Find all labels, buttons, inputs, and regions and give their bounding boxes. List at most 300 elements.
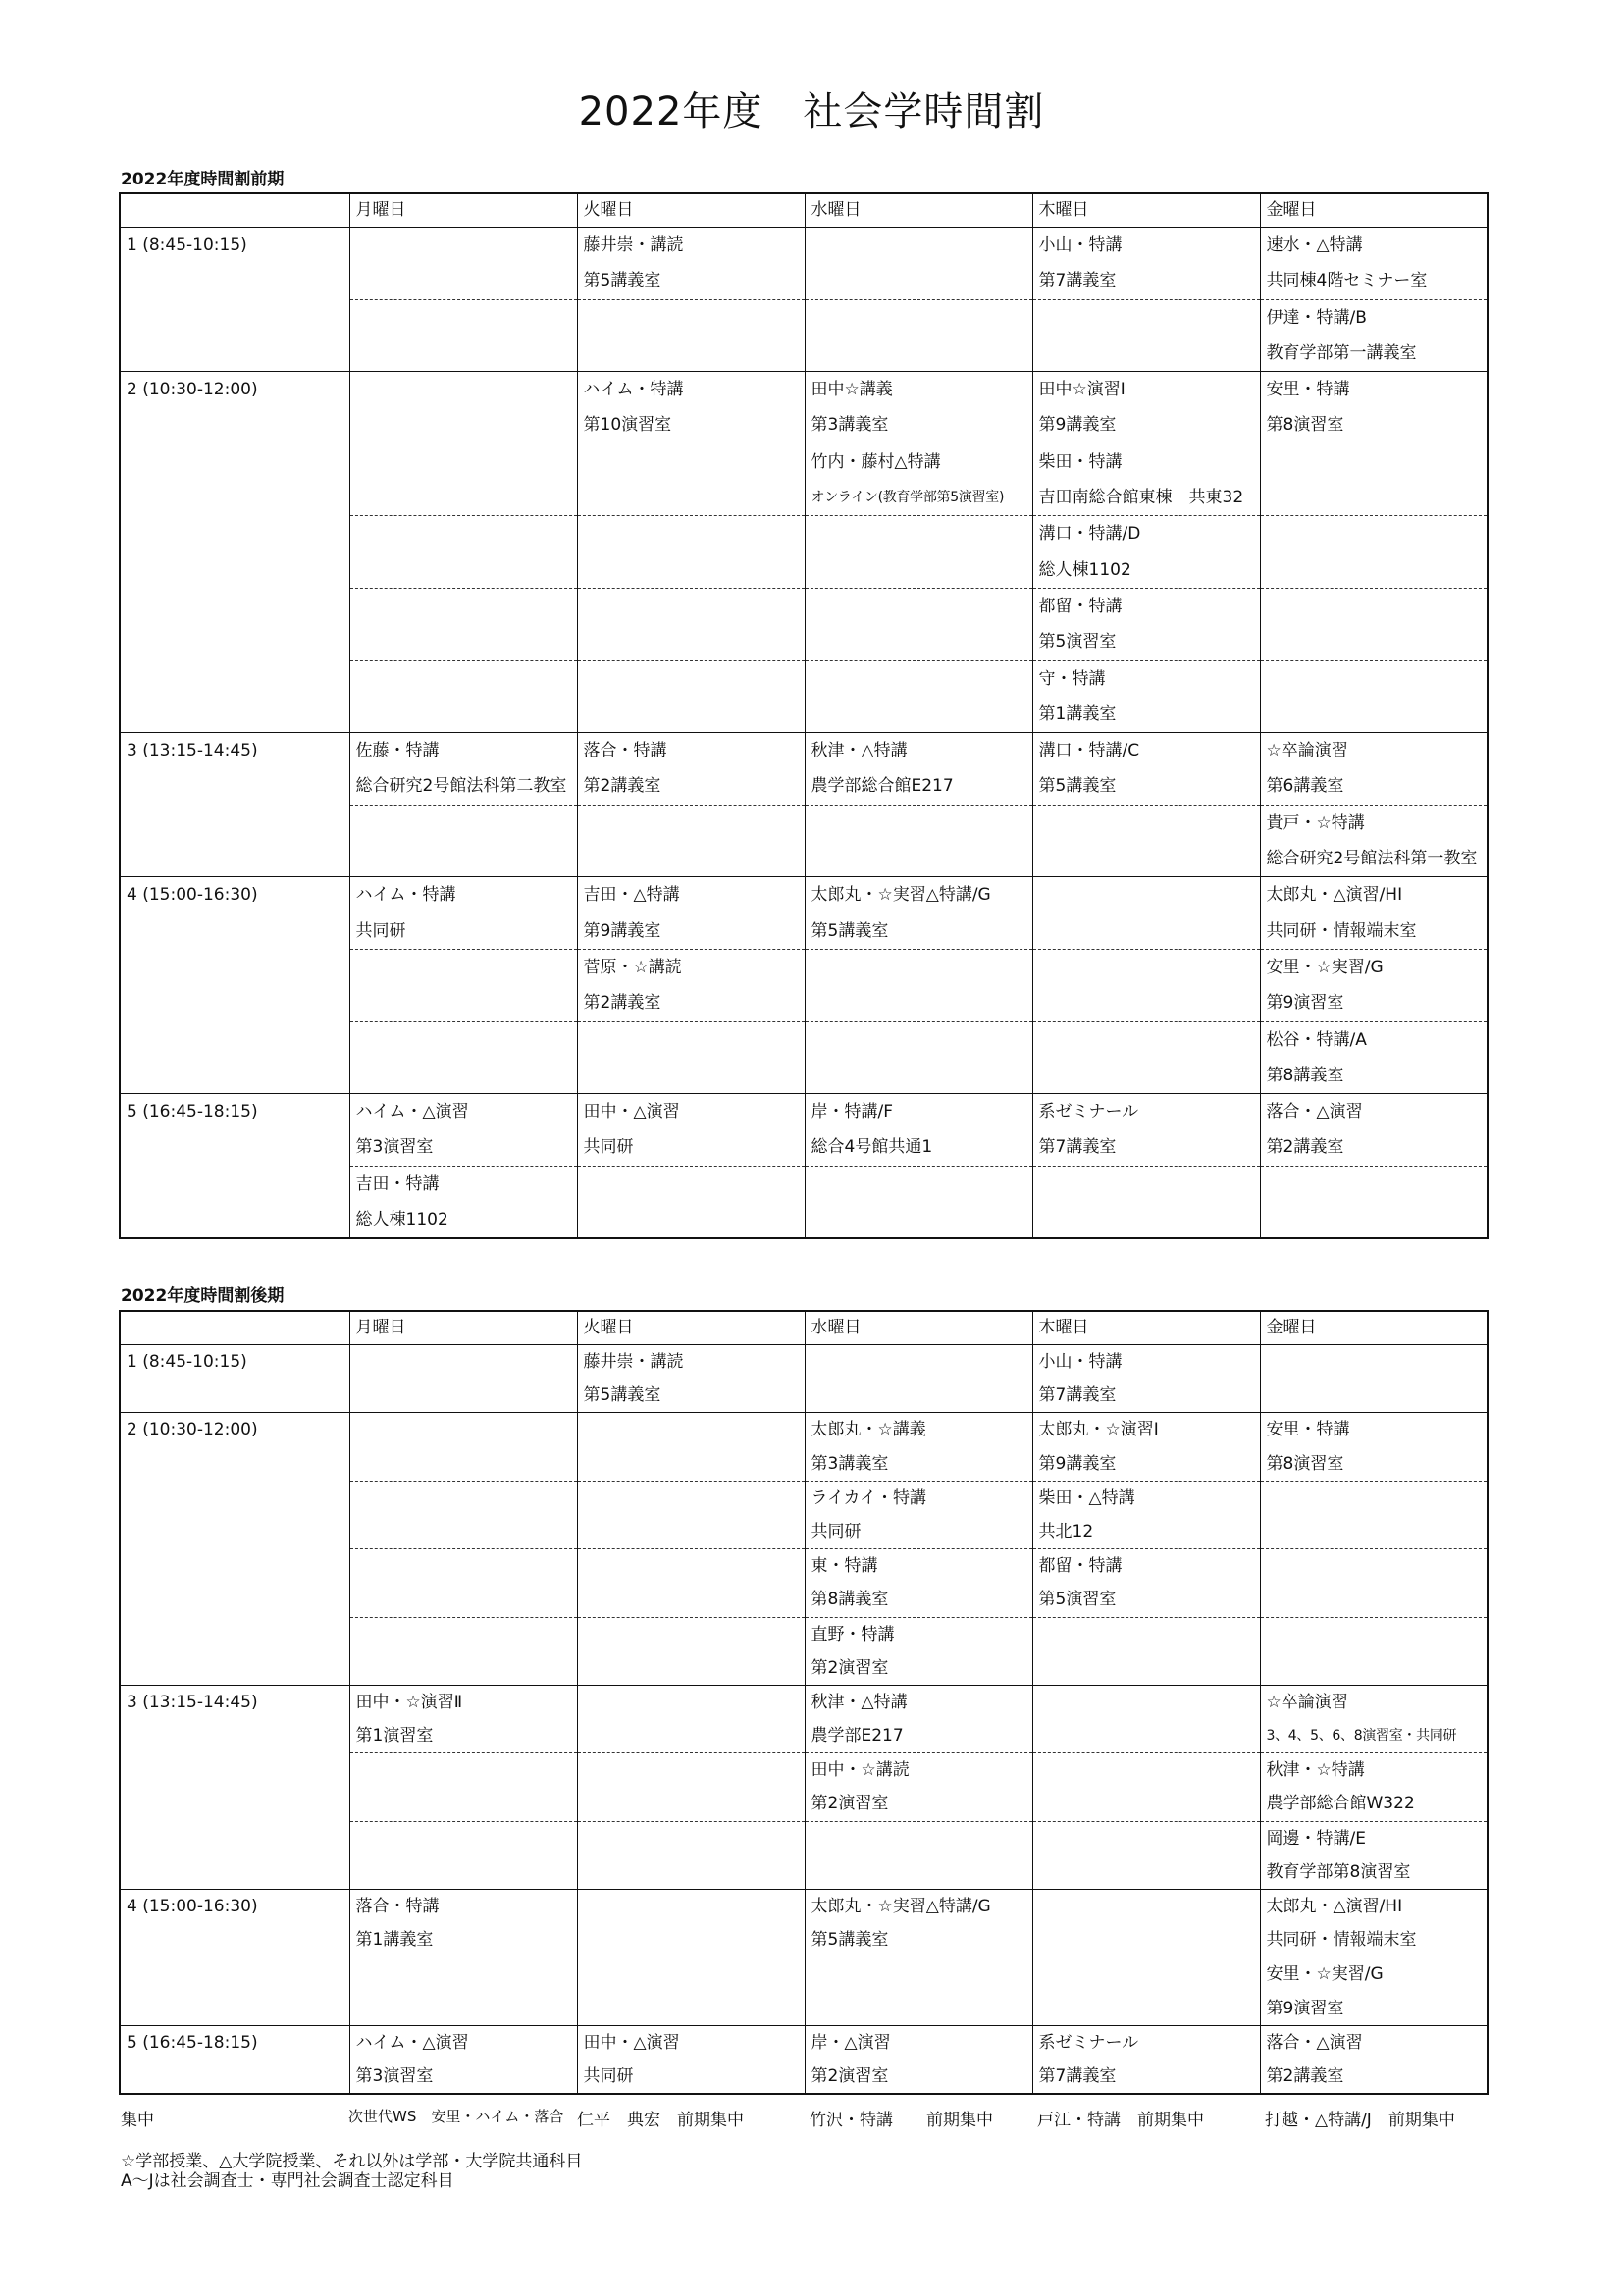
room-name <box>812 1855 1032 1889</box>
course-name <box>1039 806 1260 841</box>
class-cell <box>349 1685 577 1752</box>
course-name <box>1267 516 1488 551</box>
room-name: 第8講義室 <box>1266 1065 1344 1085</box>
class-cell <box>1032 2025 1260 2094</box>
room-name <box>356 407 577 443</box>
course-name: ハイム・△演習 <box>355 1102 469 1122</box>
course-name: 岸・特講/F <box>811 1102 894 1122</box>
room-name <box>812 1058 1032 1093</box>
class-cell <box>1032 1345 1260 1413</box>
legend-note: ☆学部授業、△大学院授業、それ以外は学部・大学院共通科目 <box>121 2152 583 2171</box>
class-cell <box>349 1549 577 1617</box>
room-name: 第5演習室 <box>1038 632 1117 652</box>
room-name: 第7講義室 <box>1038 1137 1117 1158</box>
header-corner <box>120 1311 349 1345</box>
room-name <box>1039 1651 1260 1685</box>
period-label-text: 1 (8:45-10:15) <box>127 1352 247 1372</box>
room-name <box>812 1202 1032 1237</box>
course-name: 守・特講 <box>1038 668 1106 689</box>
class-cell <box>1260 228 1488 300</box>
room-name: 教育学部第一講義室 <box>1266 342 1417 363</box>
shuchu-item: 竹沢・特講 前期集中 <box>810 2111 993 2130</box>
room-name: 共同研 <box>583 1137 634 1158</box>
room-name <box>356 1992 577 2025</box>
class-cell <box>577 372 805 444</box>
class-cell <box>1260 1821 1488 1889</box>
course-name: 直野・特講 <box>811 1624 895 1644</box>
class-cell <box>577 228 805 300</box>
period-label <box>120 733 349 877</box>
course-name: 落合・特講 <box>355 1897 440 1916</box>
room-name: 第7講義室 <box>1038 2065 1117 2086</box>
room-name <box>584 1058 805 1093</box>
course-name: 柴田・特講 <box>1038 451 1123 472</box>
room-name <box>1267 624 1488 659</box>
course-name <box>1039 1753 1260 1787</box>
course-name <box>584 1686 805 1719</box>
course-name: 系ゼミナール <box>1038 1102 1139 1122</box>
course-name: 岸・△演習 <box>811 2032 891 2053</box>
room-name <box>356 1651 577 1685</box>
class-cell <box>805 372 1032 444</box>
room-name <box>1039 913 1260 949</box>
course-name: 都留・特講 <box>1038 596 1123 616</box>
timetable-row <box>120 1685 1488 1752</box>
room-name <box>356 985 577 1020</box>
class-cell <box>805 2025 1032 2094</box>
room-name <box>1267 480 1488 515</box>
class-cell <box>1260 1549 1488 1617</box>
timetable-row <box>120 1413 1488 1481</box>
day-header: 金曜日 <box>1260 1311 1488 1345</box>
class-cell <box>1260 444 1488 516</box>
timetable-row <box>120 1094 1488 1167</box>
period-label <box>120 2025 349 2094</box>
course-name <box>584 1413 805 1446</box>
course-name: 太郎丸・☆実習△特講/G <box>811 885 991 906</box>
course-name <box>356 589 577 624</box>
course-name: 溝口・特講/C <box>1038 741 1140 761</box>
period-label-text: 5 (16:45-18:15) <box>127 1102 258 1122</box>
room-name <box>584 1515 805 1548</box>
course-name <box>356 372 577 407</box>
course-name: 柴田・△特講 <box>1038 1487 1135 1508</box>
room-name <box>356 1583 577 1616</box>
class-cell <box>349 228 577 300</box>
class-cell <box>1260 805 1488 877</box>
course-name <box>356 950 577 985</box>
course-name <box>356 1957 577 1991</box>
class-cell <box>349 805 577 877</box>
room-name: 総合4号館共通1 <box>811 1137 933 1158</box>
period-label <box>120 372 349 733</box>
course-name <box>1267 1482 1488 1515</box>
day-header: 水曜日 <box>805 1311 1032 1345</box>
room-name: 農学部E217 <box>811 1726 904 1747</box>
class-cell <box>1260 877 1488 950</box>
class-cell <box>1260 372 1488 444</box>
room-name <box>356 697 577 732</box>
course-name <box>1039 1957 1260 1991</box>
room-name <box>1039 1855 1260 1889</box>
course-name <box>812 1022 1032 1058</box>
timetable-row <box>120 1890 1488 1957</box>
room-name <box>584 1787 805 1820</box>
room-name <box>1039 1787 1260 1820</box>
course-name <box>584 300 805 336</box>
course-name: ハイム・△演習 <box>355 2032 469 2053</box>
class-cell <box>1260 1166 1488 1238</box>
room-name <box>1039 1202 1260 1237</box>
class-cell <box>349 1345 577 1413</box>
class-cell <box>349 1753 577 1821</box>
day-header: 木曜日 <box>1032 193 1260 228</box>
room-name <box>584 1992 805 2025</box>
class-cell <box>1032 1481 1260 1548</box>
course-name <box>584 589 805 624</box>
course-name <box>1039 1890 1260 1923</box>
class-cell <box>1032 228 1260 300</box>
course-name: ハイム・特講 <box>355 885 456 906</box>
kouki-header-row <box>120 1311 1488 1345</box>
period-label <box>120 1413 349 1686</box>
room-name: 第2講義室 <box>1266 2065 1344 2086</box>
room-name: 第2講義室 <box>583 993 661 1014</box>
room-name <box>812 263 1032 298</box>
room-name: 第5講義室 <box>811 1930 889 1951</box>
course-name <box>812 300 1032 336</box>
room-name: 第2演習室 <box>811 1657 889 1678</box>
class-cell <box>805 228 1032 300</box>
course-name: 太郎丸・☆演習Ⅰ <box>1038 1420 1159 1440</box>
room-name <box>1039 1058 1260 1093</box>
class-cell <box>1260 1021 1488 1094</box>
class-cell <box>1260 1481 1488 1548</box>
course-name <box>356 1413 577 1446</box>
course-name <box>1267 661 1488 697</box>
class-cell <box>805 516 1032 589</box>
course-name: 安里・☆実習/G <box>1266 1964 1384 1985</box>
class-cell <box>1260 1753 1488 1821</box>
course-name: 安里・特講 <box>1266 1420 1350 1440</box>
kouki-timetable <box>119 1310 1489 2095</box>
course-name <box>1039 300 1260 336</box>
shuchu-item: 戸江・特講 前期集中 <box>1037 2111 1204 2130</box>
course-name: 田中・☆講読 <box>811 1760 910 1781</box>
class-cell <box>1032 1617 1260 1685</box>
room-name: 第9講義室 <box>583 920 661 941</box>
class-cell <box>1260 516 1488 589</box>
room-name: 第10演習室 <box>583 415 672 436</box>
course-name <box>584 1822 805 1855</box>
class-cell <box>1260 733 1488 806</box>
class-cell <box>805 1821 1032 1889</box>
class-cell <box>1032 372 1260 444</box>
course-name: 吉田・△特講 <box>583 885 680 906</box>
room-name: 第2講義室 <box>583 776 661 797</box>
course-name <box>812 228 1032 263</box>
class-cell <box>1260 1413 1488 1481</box>
class-cell <box>805 660 1032 733</box>
course-name: 系ゼミナール <box>1038 2032 1139 2053</box>
class-cell <box>577 1094 805 1167</box>
room-name: 第7講義室 <box>1038 271 1117 291</box>
class-cell <box>805 588 1032 660</box>
day-header: 木曜日 <box>1032 1311 1260 1345</box>
class-cell <box>805 949 1032 1021</box>
room-name: 第8講義室 <box>811 1590 889 1610</box>
class-cell <box>349 444 577 516</box>
room-name: 第9講義室 <box>1038 415 1117 436</box>
room-name: 教育学部第8演習室 <box>1266 1861 1411 1882</box>
course-name <box>356 1822 577 1855</box>
course-name: 溝口・特講/D <box>1038 524 1141 545</box>
day-header: 金曜日 <box>1260 193 1488 228</box>
class-cell <box>1032 1753 1260 1821</box>
course-name <box>1039 1822 1260 1855</box>
course-name <box>812 950 1032 985</box>
class-cell <box>1032 877 1260 950</box>
shuchu-label: 集中 <box>121 2111 154 2130</box>
class-cell <box>805 299 1032 372</box>
room-name <box>1039 985 1260 1020</box>
room-name: 共同研 <box>811 1521 862 1541</box>
period-label-text: 3 (13:15-14:45) <box>127 741 258 761</box>
class-cell <box>805 1413 1032 1481</box>
room-name <box>356 1447 577 1481</box>
course-name <box>356 1022 577 1058</box>
class-cell <box>1260 588 1488 660</box>
room-name: 第9講義室 <box>1038 1453 1117 1474</box>
room-name <box>812 552 1032 588</box>
page-title: 2022年度 社会学時間割 <box>578 89 1045 134</box>
course-name <box>1267 589 1488 624</box>
course-name <box>584 516 805 551</box>
class-cell <box>349 299 577 372</box>
class-cell <box>577 733 805 806</box>
day-header: 火曜日 <box>577 193 805 228</box>
room-name <box>1267 1202 1488 1237</box>
period-label <box>120 1890 349 2026</box>
room-name <box>812 1992 1032 2025</box>
room-name: 第5講義室 <box>583 1385 661 1406</box>
class-cell <box>577 1549 805 1617</box>
room-name <box>356 336 577 371</box>
course-name <box>356 806 577 841</box>
room-name <box>584 480 805 515</box>
class-cell <box>577 660 805 733</box>
room-name: 第5講義室 <box>583 271 661 291</box>
room-name: 共同棟4階セミナー室 <box>1266 271 1428 291</box>
class-cell <box>1032 1957 1260 2025</box>
class-cell <box>1260 949 1488 1021</box>
course-name: 秋津・△特講 <box>811 1692 908 1712</box>
class-cell <box>349 877 577 950</box>
course-name <box>356 228 577 263</box>
class-cell <box>577 299 805 372</box>
course-name: 岡邊・特講/E <box>1266 1828 1366 1849</box>
zenki-section-title: 2022年度時間割前期 <box>121 170 285 189</box>
period-label <box>120 228 349 372</box>
course-name <box>356 1753 577 1787</box>
course-name <box>356 444 577 480</box>
room-name <box>812 336 1032 371</box>
course-name <box>1267 1167 1488 1202</box>
course-name: 落合・特講 <box>583 741 667 761</box>
certification-note: A～Jは社会調査士・専門社会調査士認定科目 <box>121 2171 454 2191</box>
class-cell <box>349 1413 577 1481</box>
course-name <box>1267 444 1488 480</box>
room-name <box>356 480 577 515</box>
room-name: 第3演習室 <box>355 2065 434 2086</box>
room-name: 第3講義室 <box>811 1453 889 1474</box>
class-cell <box>349 1957 577 2025</box>
course-name <box>1267 1618 1488 1651</box>
room-name: 第8演習室 <box>1266 1453 1344 1474</box>
course-name <box>584 1549 805 1583</box>
class-cell <box>805 1753 1032 1821</box>
timetable-row <box>120 733 1488 806</box>
class-cell <box>349 660 577 733</box>
zenki-header-row <box>120 193 1488 228</box>
room-name <box>356 263 577 298</box>
room-name: 共同研・情報端末室 <box>1266 920 1417 941</box>
class-cell <box>1032 1685 1260 1752</box>
day-header: 水曜日 <box>805 193 1032 228</box>
course-name <box>356 1618 577 1651</box>
course-name <box>812 589 1032 624</box>
room-name: 第6講義室 <box>1266 776 1344 797</box>
course-name <box>812 1822 1032 1855</box>
room-name: 第2演習室 <box>811 2065 889 2086</box>
class-cell <box>805 805 1032 877</box>
room-name <box>812 985 1032 1020</box>
class-cell <box>349 1481 577 1548</box>
class-cell <box>349 949 577 1021</box>
course-name: ☆卒論演習 <box>1266 741 1348 761</box>
class-cell <box>805 444 1032 516</box>
room-name <box>356 1379 577 1412</box>
room-name <box>1039 841 1260 876</box>
class-cell <box>1032 733 1260 806</box>
class-cell <box>805 1957 1032 2025</box>
course-name <box>584 806 805 841</box>
class-cell <box>1032 588 1260 660</box>
room-name <box>584 841 805 876</box>
room-name: 3、4、5、6、8演習室・共同研 <box>1266 1728 1457 1745</box>
class-cell <box>1032 1021 1260 1094</box>
course-name: ☆卒論演習 <box>1266 1692 1348 1712</box>
room-name <box>1267 552 1488 588</box>
room-name: 総合研究2号館法科第二教室 <box>355 776 567 797</box>
room-name <box>812 1379 1032 1412</box>
course-name <box>356 661 577 697</box>
course-name <box>356 516 577 551</box>
course-name <box>584 1618 805 1651</box>
period-label-text: 2 (10:30-12:00) <box>127 1420 258 1440</box>
room-name <box>1039 1992 1260 2025</box>
class-cell <box>1260 299 1488 372</box>
room-name <box>812 841 1032 876</box>
class-cell <box>805 1549 1032 1617</box>
class-cell <box>805 877 1032 950</box>
class-cell <box>349 1166 577 1238</box>
course-name: ハイム・特講 <box>583 380 684 400</box>
class-cell <box>1032 516 1260 589</box>
room-name <box>356 1787 577 1820</box>
period-label-text: 5 (16:45-18:15) <box>127 2032 258 2053</box>
period-label <box>120 877 349 1094</box>
class-cell <box>577 588 805 660</box>
period-label-text: 4 (15:00-16:30) <box>127 885 258 906</box>
room-name: 第9演習室 <box>1266 1998 1344 2018</box>
course-name <box>812 1167 1032 1202</box>
room-name <box>356 1515 577 1548</box>
course-name: 安里・特講 <box>1266 380 1350 400</box>
course-name: 田中・△演習 <box>583 2032 680 2053</box>
timetable-row <box>120 228 1488 300</box>
class-cell <box>805 1617 1032 1685</box>
room-name <box>1267 1651 1488 1685</box>
room-name: 共北12 <box>1038 1521 1094 1541</box>
course-name <box>356 1482 577 1515</box>
course-name <box>1267 1549 1488 1583</box>
room-name <box>584 1651 805 1685</box>
room-name <box>584 624 805 659</box>
class-cell <box>577 1345 805 1413</box>
class-cell <box>349 1821 577 1889</box>
room-name: 第3講義室 <box>811 415 889 436</box>
kouki-section-title: 2022年度時間割後期 <box>121 1286 285 1306</box>
room-name: 第7講義室 <box>1038 1385 1117 1406</box>
room-name: 共同研・情報端末室 <box>1266 1930 1417 1951</box>
course-name: 太郎丸・△演習/HI <box>1266 885 1403 906</box>
course-name <box>1039 1022 1260 1058</box>
shuchu-item: 打越・△特講/J 前期集中 <box>1265 2111 1455 2130</box>
room-name <box>584 697 805 732</box>
timetable-row <box>120 877 1488 950</box>
course-name: 秋津・☆特講 <box>1266 1760 1365 1781</box>
class-cell <box>577 1021 805 1094</box>
course-name <box>584 1482 805 1515</box>
room-name: 総人棟1102 <box>355 1210 448 1230</box>
room-name <box>1039 336 1260 371</box>
timetable-row <box>120 1345 1488 1413</box>
class-cell <box>1032 1166 1260 1238</box>
class-cell <box>1032 1413 1260 1481</box>
period-label <box>120 1345 349 1413</box>
course-name: 佐藤・特講 <box>355 741 440 761</box>
room-name: 第1講義室 <box>1038 704 1117 724</box>
room-name: 第5講義室 <box>1038 776 1117 797</box>
room-name <box>356 1855 577 1889</box>
class-cell <box>1260 1617 1488 1685</box>
class-cell <box>349 733 577 806</box>
room-name <box>1267 1379 1488 1412</box>
room-name <box>1267 1515 1488 1548</box>
room-name: 第5演習室 <box>1038 1590 1117 1610</box>
room-name <box>356 552 577 588</box>
class-cell <box>805 1890 1032 1957</box>
class-cell <box>577 949 805 1021</box>
class-cell <box>805 1481 1032 1548</box>
room-name: オンライン(教育学部第5演習室) <box>811 490 1005 506</box>
class-cell <box>349 1617 577 1685</box>
course-name: 太郎丸・☆講義 <box>811 1420 926 1440</box>
course-name: 伊達・特講/B <box>1266 307 1367 328</box>
course-name <box>584 1753 805 1787</box>
class-cell <box>577 1753 805 1821</box>
